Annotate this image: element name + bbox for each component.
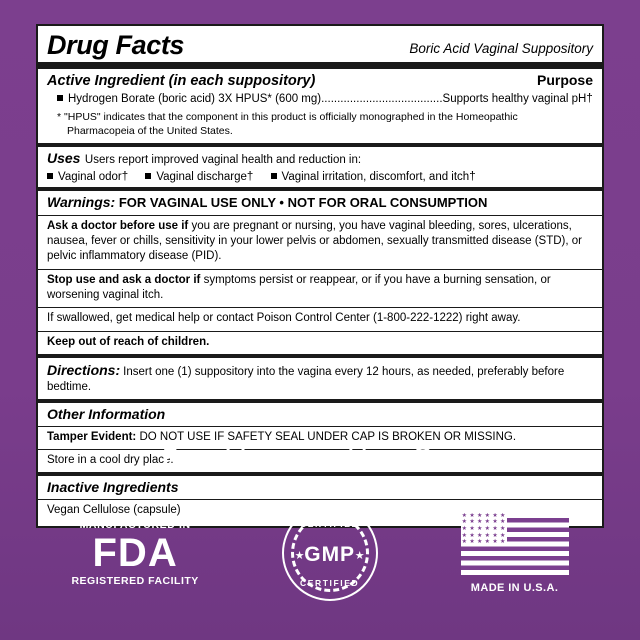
bullet-square-icon — [47, 173, 53, 179]
store-text: Store in a cool dry place. — [47, 453, 174, 466]
gmp-main-text: GMP — [304, 543, 356, 566]
bullet-square-icon — [57, 95, 63, 101]
flag-star: ★ — [476, 525, 483, 532]
flag-star: ★ — [476, 512, 483, 519]
ask-doctor-paragraph — [47, 219, 593, 265]
drug-facts-title-row — [38, 26, 602, 62]
flag-star: ★ — [461, 512, 468, 519]
flag-star: ★ — [469, 532, 475, 539]
flag-star: ★ — [469, 525, 475, 532]
fda-badge-top-text: MANUFACTURED IN — [79, 519, 191, 531]
other-info-label: Other Information — [47, 405, 166, 422]
uses-item — [145, 171, 253, 183]
ask-doctor-section — [38, 216, 602, 269]
active-ingredient-section — [38, 69, 602, 143]
vaginal-use-banner: For Vaginal Use Only — [161, 442, 479, 476]
flag-star: ★ — [461, 525, 468, 532]
other-info-section — [38, 403, 602, 426]
flag-star: ★ — [469, 519, 475, 526]
flag-star: ★ — [492, 532, 498, 539]
uses-section — [38, 147, 602, 187]
hpus-footnote — [47, 111, 593, 139]
flag-star: ★ — [492, 512, 498, 519]
usa-flag-icon — [461, 513, 569, 575]
flag-star: ★ — [484, 512, 491, 519]
tamper-bold: Tamper Evident: — [47, 430, 137, 443]
flag-star: ★ — [499, 532, 506, 539]
usa-badge — [461, 513, 569, 594]
active-ingredient-heading: Active Ingredient (in each suppository) — [47, 73, 316, 89]
stop-use-section — [38, 270, 602, 308]
tamper-text: DO NOT USE IF SAFETY SEAL UNDER CAP IS BROKEN OR MISSING. — [139, 430, 517, 443]
star-icon-left: ★ — [294, 550, 305, 562]
directions-label: Directions: — [47, 361, 121, 378]
flag-canton — [461, 513, 507, 546]
uses-item-label: Vaginal odor† — [58, 171, 129, 184]
stop-use-bold: Stop use and ask a doctor if — [47, 273, 201, 286]
flag-star: ★ — [461, 532, 468, 539]
gmp-bottom-text: CERTIFIED — [300, 578, 360, 588]
ask-doctor-bold: Ask a doctor before use if — [47, 219, 189, 232]
flag-star: ★ — [484, 539, 491, 546]
uses-text: Users report improved vaginal health and reduction in: — [84, 153, 362, 166]
gmp-badge — [282, 505, 378, 601]
flag-star: ★ — [484, 519, 491, 526]
warnings-section — [38, 191, 602, 215]
badge-row — [0, 505, 640, 601]
hpus-footnote-line2: Pharmacopeia of the United States. — [67, 124, 233, 137]
flag-star: ★ — [476, 519, 483, 526]
ingredient-text: Hydrogen Borate (boric acid) 3X HPUS* (600 mg)......................................Supports healthy vaginal pH† — [68, 93, 593, 105]
flag-star: ★ — [469, 539, 475, 546]
inactive-label: Inactive Ingredients — [47, 479, 179, 496]
uses-heading-row — [47, 150, 593, 168]
poison-section — [38, 308, 602, 330]
bullet-square-icon — [271, 173, 277, 179]
uses-label: Uses — [47, 149, 81, 166]
flag-star: ★ — [461, 539, 468, 546]
stop-use-text: symptoms persist or reappear, or if you have a burning sensation, or worsening vaginal itch. — [47, 273, 551, 301]
uses-item-label: Vaginal irritation, discomfort, and itch† — [281, 171, 476, 184]
keep-out-section — [38, 332, 602, 354]
inactive-section — [38, 476, 602, 499]
inactive-text: Vegan Cellulose (capsule) — [47, 504, 181, 517]
directions-row — [47, 361, 593, 395]
ask-doctor-text: you are pregnant or nursing, you have vaginal bleeding, sores, ulcerations, nausea, fever or chills, sensitivity in your lower pelvis or abdomen, sexually transmitted disease (STD), or pelvic inflammatory disease (PID). — [47, 219, 582, 263]
uses-items — [47, 171, 593, 183]
flag-star: ★ — [492, 525, 498, 532]
flag-star: ★ — [484, 525, 491, 532]
directions-text: Insert one (1) suppository into the vagina every 12 hours, as needed, preferably before bedtime. — [47, 365, 565, 393]
flag-star: ★ — [492, 519, 498, 526]
flag-star: ★ — [499, 519, 506, 526]
flag-star: ★ — [484, 532, 491, 539]
flag-star: ★ — [499, 539, 506, 546]
hpus-footnote-line1: * "HPUS" indicates that the component in this product is officially monographed in the Homeopathic — [57, 110, 518, 123]
flag-star: ★ — [469, 512, 475, 519]
divider-thick-1 — [38, 62, 602, 69]
warnings-text: FOR VAGINAL USE ONLY • NOT FOR ORAL CONSUMPTION — [118, 195, 488, 211]
flag-star: ★ — [499, 512, 506, 519]
flag-star: ★ — [499, 525, 506, 532]
warnings-label: Warnings: — [47, 194, 116, 211]
warnings-heading-row — [47, 194, 593, 211]
product-name: Boric Acid Vaginal Suppository — [409, 41, 593, 57]
fda-badge-main-text: FDA — [92, 531, 178, 575]
made-in-usa-caption: MADE IN U.S.A. — [470, 581, 559, 594]
ingredient-line — [47, 92, 593, 107]
purpose-heading: Purpose — [536, 72, 593, 88]
fda-badge-bottom-text: REGISTERED FACILITY — [71, 575, 199, 587]
directions-section — [38, 358, 602, 399]
poison-text: If swallowed, get medical help or contact Poison Control Center (1-800-222-1222) right away. — [47, 312, 521, 325]
uses-item — [47, 171, 128, 183]
uses-item-label: Vaginal discharge† — [156, 171, 254, 184]
star-icon-right: ★ — [354, 550, 365, 562]
keep-out-text: Keep out of reach of children. — [47, 335, 210, 348]
uses-item — [271, 171, 476, 183]
active-ingredient-headings — [47, 72, 593, 89]
gmp-top-text: CERTIFIED — [300, 519, 360, 529]
page-title: Drug Facts — [47, 30, 185, 60]
flag-star: ★ — [461, 519, 468, 526]
bullet-square-icon — [145, 173, 151, 179]
flag-star: ★ — [492, 539, 498, 546]
flag-star: ★ — [476, 539, 483, 546]
fda-badge — [71, 519, 198, 587]
stop-use-paragraph — [47, 273, 593, 304]
gmp-seal-icon — [282, 505, 378, 601]
flag-star: ★ — [476, 532, 483, 539]
